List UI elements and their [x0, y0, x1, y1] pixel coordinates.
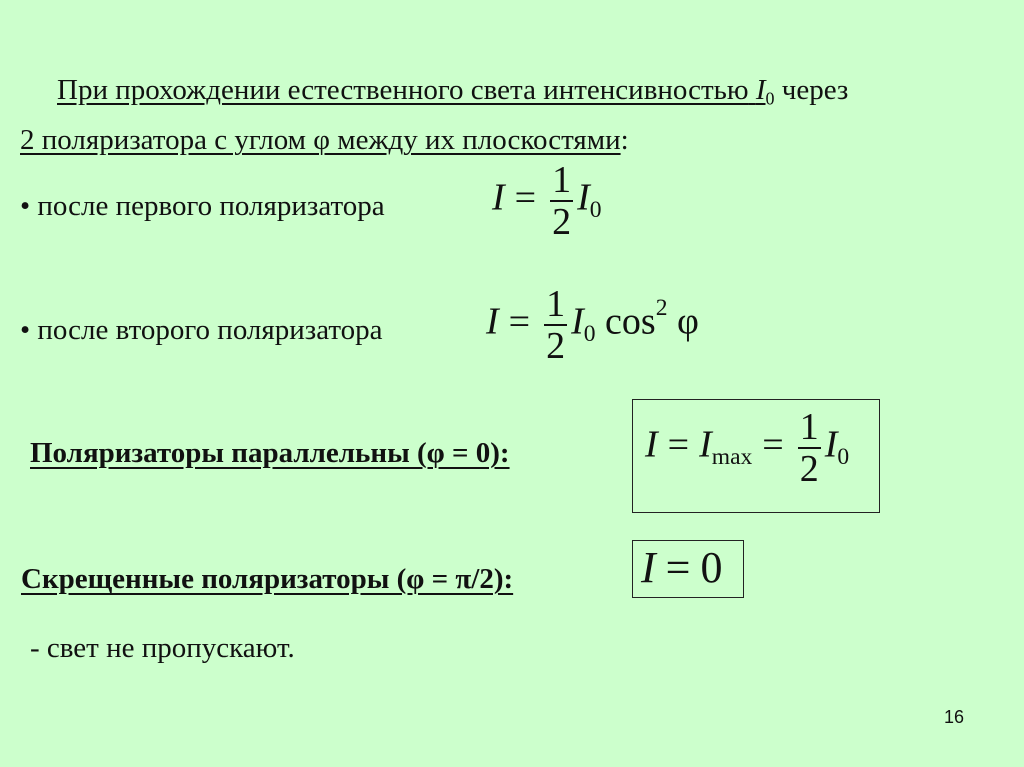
crossed-formula-box	[632, 540, 744, 598]
equals-sign: =	[665, 543, 691, 592]
formula-first-polarizer	[492, 160, 602, 242]
intensity-subscript: 0	[589, 196, 602, 223]
formula-rhs: 0	[700, 543, 723, 592]
intro-text-underlined	[57, 74, 775, 109]
formula-lhs: I	[641, 543, 656, 592]
fraction-numerator: 1	[546, 283, 566, 325]
equals-sign: =	[514, 176, 537, 219]
intensity-symbol: I	[824, 423, 838, 466]
angle-phi: φ	[676, 300, 699, 343]
fraction	[544, 284, 567, 366]
bullet-first-polarizer: • после первого поляризатора	[20, 190, 385, 222]
intro-text: При прохождении естественного света интенсивностью	[57, 74, 749, 106]
formula-lhs: I	[645, 423, 658, 466]
fraction-denominator: 2	[799, 448, 819, 490]
fraction-denominator: 2	[552, 201, 572, 243]
intro-line-1	[20, 69, 1005, 119]
intro-colon: :	[620, 124, 629, 157]
parallel-formula-box	[632, 399, 880, 513]
intensity-subscript: 0	[765, 88, 775, 109]
fraction-denominator: 2	[546, 325, 566, 367]
fraction	[798, 407, 821, 489]
intro-paragraph	[20, 69, 1005, 161]
intro-text-tail: через	[781, 74, 849, 106]
fraction	[550, 160, 573, 242]
formula-parallel	[645, 407, 849, 489]
note-no-transmission: - свет не пропускают.	[30, 632, 295, 664]
formula-lhs: I	[486, 300, 499, 343]
bullet-second-polarizer: • после второго поляризатора	[20, 314, 383, 346]
formula-second-polarizer	[486, 284, 699, 366]
parallel-polarizers-heading: Поляризаторы параллельны (φ = 0):	[30, 437, 510, 469]
intensity-symbol: I	[577, 176, 590, 219]
cosine-function: cos	[605, 300, 656, 343]
formula-lhs: I	[492, 176, 505, 219]
max-subscript: max	[711, 443, 753, 470]
cosine-power: 2	[655, 294, 668, 321]
intensity-symbol: I	[755, 74, 766, 106]
intensity-subscript: 0	[837, 443, 850, 470]
equals-sign: =	[667, 423, 690, 466]
intro-line-2	[20, 119, 1005, 161]
intensity-symbol: I	[699, 423, 712, 466]
fraction-numerator: 1	[552, 159, 572, 201]
page-number: 16	[944, 707, 965, 727]
crossed-polarizers-heading: Скрещенные поляризаторы (φ = π/2):	[21, 563, 514, 595]
equals-sign: =	[762, 423, 784, 466]
formula-crossed	[641, 542, 722, 593]
intro-line-2-text: 2 поляризатора с углом φ между их плоскостями	[20, 124, 621, 157]
intensity-subscript: 0	[583, 320, 596, 347]
intensity-symbol: I	[571, 300, 584, 343]
fraction-numerator: 1	[799, 406, 819, 448]
equals-sign: =	[508, 300, 531, 343]
